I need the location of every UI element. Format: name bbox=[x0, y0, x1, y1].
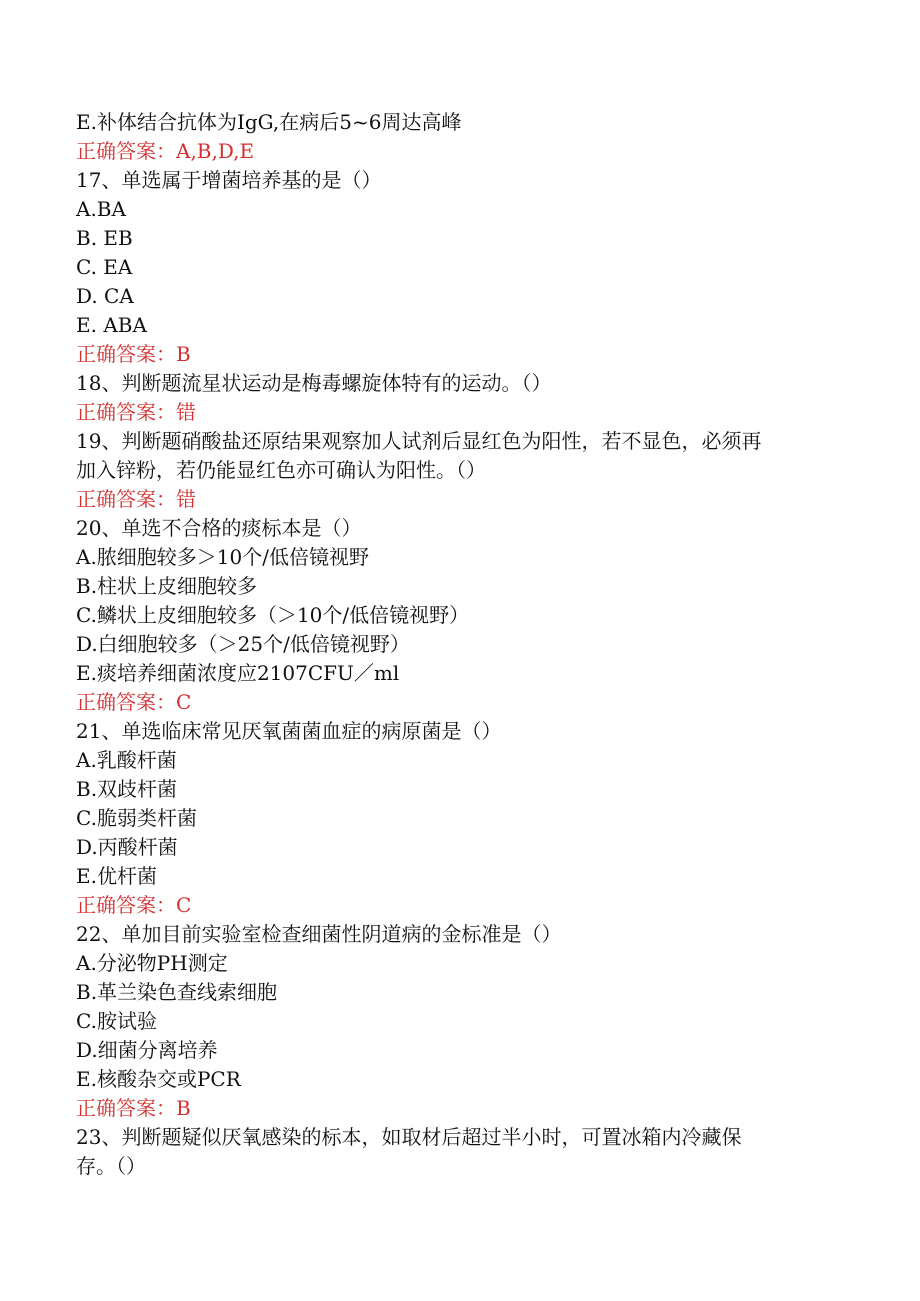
question-line: 18、判断题流星状运动是梅毒螺旋体特有的运动。（） bbox=[76, 371, 552, 395]
option-line: A.乳酸杆菌 bbox=[76, 748, 177, 772]
option-line: D.丙酸杆菌 bbox=[76, 835, 178, 859]
option-line: B.革兰染色查线索细胞 bbox=[76, 980, 278, 1004]
question-list bbox=[76, 108, 830, 1181]
question-line: 20、单选不合格的痰标本是（） bbox=[76, 516, 362, 540]
option-line: B.柱状上皮细胞较多 bbox=[76, 574, 258, 598]
question-line: 21、单选临床常见厌氧菌菌血症的病原菌是（） bbox=[76, 719, 502, 743]
option-line: C.脆弱类杆菌 bbox=[76, 806, 197, 830]
option-line: E.优杆菌 bbox=[76, 864, 157, 888]
option-line: E.痰培养细菌浓度应2107CFU／ml bbox=[76, 661, 400, 685]
option-line: B.双歧杆菌 bbox=[76, 777, 178, 801]
question-line: 存。（） bbox=[76, 1154, 146, 1178]
answer-line: 正确答案：错 bbox=[76, 487, 196, 511]
option-line: D.细菌分离培养 bbox=[76, 1038, 218, 1062]
option-line: A.脓细胞较多＞10个/低倍镜视野 bbox=[76, 545, 369, 569]
answer-line: 正确答案：B bbox=[76, 342, 191, 366]
answer-line: 正确答案：C bbox=[76, 893, 192, 917]
option-line: E. ABA bbox=[76, 313, 147, 337]
answer-line: 正确答案：错 bbox=[76, 400, 196, 424]
answer-line: 正确答案：A,B,D,E bbox=[76, 139, 255, 163]
option-line: A.BA bbox=[76, 197, 126, 221]
question-line: 加入锌粉，若仍能显红色亦可确认为阳性。（） bbox=[76, 458, 486, 482]
question-line: 19、判断题硝酸盐还原结果观察加人试剂后显红色为阳性，若不显色，必须再 bbox=[76, 429, 762, 453]
option-line: E.核酸杂交或PCR bbox=[76, 1067, 241, 1091]
question-line: 22、单加目前实验室检查细菌性阴道病的金标准是（） bbox=[76, 922, 562, 946]
option-line: C.鳞状上皮细胞较多（＞10个/低倍镜视野） bbox=[76, 603, 470, 627]
option-line: C.胺试验 bbox=[76, 1009, 157, 1033]
answer-line: 正确答案：C bbox=[76, 690, 192, 714]
option-line: E.补体结合抗体为IgG,在病后5~6周达高峰 bbox=[76, 110, 462, 134]
option-line: B. EB bbox=[76, 226, 133, 250]
question-line: 17、单选属于增菌培养基的是（） bbox=[76, 168, 382, 192]
option-line: D. CA bbox=[76, 284, 134, 308]
option-line: C. EA bbox=[76, 255, 133, 279]
option-line: D.白细胞较多（＞25个/低倍镜视野） bbox=[76, 632, 410, 656]
answer-line: 正确答案：B bbox=[76, 1096, 191, 1120]
option-line: A.分泌物PH测定 bbox=[76, 951, 228, 975]
question-line: 23、判断题疑似厌氧感染的标本，如取材后超过半小时，可置冰箱内冷藏保 bbox=[76, 1125, 742, 1149]
